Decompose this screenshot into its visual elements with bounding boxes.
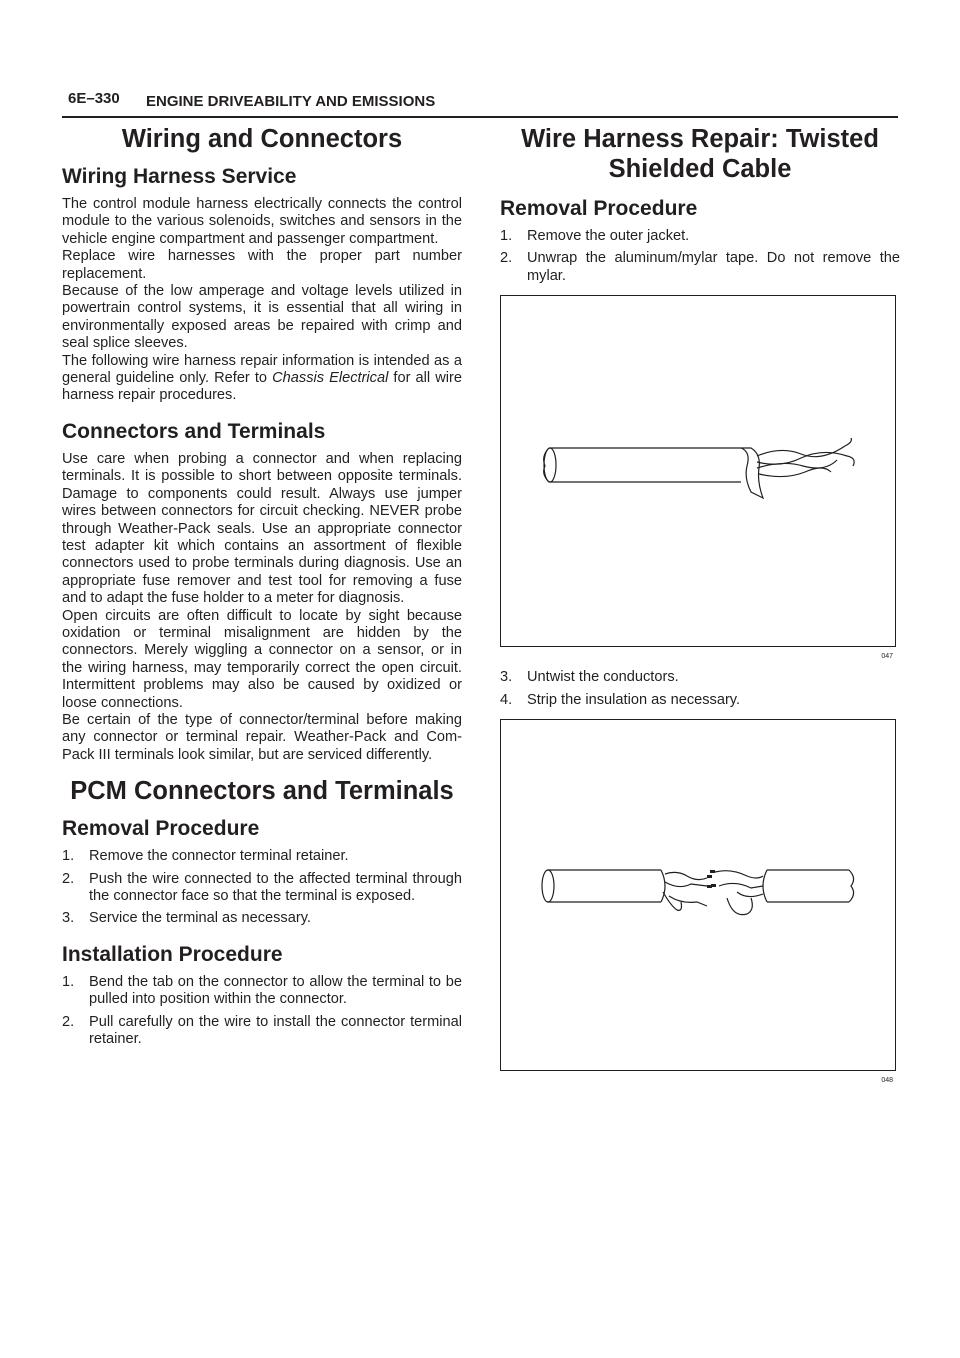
harness-paragraph: Because of the low amperage and voltage levels utilized in powertrain control systems, it is essential that all wiring in environmentally exposed areas be repaired with crimp and seal splice sleeves. <box>62 283 462 352</box>
harness-paragraph: Replace wire harnesses with the proper part number replacement. <box>62 248 462 282</box>
list-item <box>62 871 462 906</box>
step-number: 1. <box>62 848 75 865</box>
twisted-shielded-title: Wire Harness Repair: Twisted Shielded Cable <box>521 125 879 183</box>
figure-label: 047 <box>881 653 893 661</box>
pcm-removal-heading: Removal Procedure <box>62 817 260 841</box>
step-text: Service the terminal as necessary. <box>89 910 311 927</box>
list-item <box>500 692 900 709</box>
figure-strip-insulation <box>500 719 896 1085</box>
harness-paragraph <box>62 353 462 405</box>
step-number: 4. <box>500 691 513 708</box>
cable-jacket-illustration <box>501 296 895 646</box>
list-item <box>500 250 900 285</box>
step-text: Strip the insulation as necessary. <box>527 691 741 708</box>
step-number: 2. <box>500 250 513 267</box>
connectors-paragraph: Use care when probing a connector and when replacing terminals. It is possible to short between opposite terminals. Damage to components could result. Always use jumper wires between connectors for circuit checking. NEVER probe through Weather-Pack seals. Use an appropriate connector test adapter kit which contains an assortment of flexible connectors used to probe terminals during diagnosis. Use an appropriate fuse remover and test tool for removing a fuse and to adapt the fuse holder to a meter for diagnosis. <box>62 450 462 607</box>
harness-guideline-text: The following wire harness repair information is intended as a general guideline only. Refer to <box>62 352 462 387</box>
list-item <box>500 228 900 245</box>
pcm-installation-steps <box>62 974 462 1049</box>
step-text: Remove the connector terminal retainer. <box>89 848 349 865</box>
step-text: Push the wire connected to the affected terminal through the connector face so that the terminal is exposed. <box>89 870 462 904</box>
connectors-terminals-heading: Connectors and Terminals <box>62 419 326 443</box>
harness-service-heading: Wiring Harness Service <box>62 165 297 188</box>
harness-guideline-tail: for all wire harness repair procedures. <box>62 370 462 404</box>
pcm-installation-heading: Installation Procedure <box>62 942 283 966</box>
chassis-electrical-reference: Chassis Electrical <box>272 370 389 387</box>
cable-removal-steps-b <box>500 669 900 709</box>
step-number: 1. <box>62 973 75 990</box>
section-title: ENGINE DRIVEABILITY AND EMISSIONS <box>146 93 436 110</box>
list-item <box>62 910 462 927</box>
page-header <box>62 86 898 118</box>
step-text: Unwrap the aluminum/mylar tape. Do not remove the mylar. <box>527 250 900 284</box>
left-column <box>62 122 462 1053</box>
right-column <box>500 122 900 1085</box>
connectors-paragraph: Open circuits are often difficult to locate by sight because oxidation or terminal misalignment are hidden by the connectors. Merely wiggling a connector on a sensor, or in the wiring harness, may temporarily correct the open circuit. Intermittent problems may also be caused by oxidized or loose connections. <box>62 607 462 711</box>
pcm-removal-steps <box>62 848 462 928</box>
figure-unwrap-tape <box>500 295 896 661</box>
list-item <box>500 669 900 686</box>
cable-removal-steps-a <box>500 228 900 285</box>
figure-label: 048 <box>881 1077 893 1085</box>
connectors-paragraph: Be certain of the type of connector/terminal before making any connector or terminal repair. Weather-Pack and Com-Pack III terminals look similar, but are serviced differently. <box>62 711 462 763</box>
stripped-conductors-illustration <box>501 720 895 1070</box>
step-text: Remove the outer jacket. <box>527 228 690 244</box>
page-number: 6E–330 <box>68 90 120 107</box>
pcm-connectors-title: PCM Connectors and Terminals <box>70 777 454 806</box>
step-number: 2. <box>62 1013 75 1030</box>
step-number: 3. <box>500 669 513 686</box>
harness-paragraph: The control module harness electrically connects the control module to the various solenoids, switches and sensors in the vehicle engine compartment and passenger compartment. <box>62 196 462 247</box>
cable-removal-heading: Removal Procedure <box>500 197 698 220</box>
step-number: 3. <box>62 910 75 927</box>
list-item <box>62 1014 462 1049</box>
wiring-connectors-title: Wiring and Connectors <box>121 125 403 153</box>
step-text: Bend the tab on the connector to allow the terminal to be pulled into position within the connector. <box>89 973 462 1008</box>
list-item <box>62 848 462 865</box>
list-item <box>62 974 462 1009</box>
step-number: 1. <box>500 228 513 244</box>
step-number: 2. <box>62 870 75 887</box>
step-text: Untwist the conductors. <box>527 669 679 686</box>
step-text: Pull carefully on the wire to install the connector terminal retainer. <box>89 1013 462 1048</box>
